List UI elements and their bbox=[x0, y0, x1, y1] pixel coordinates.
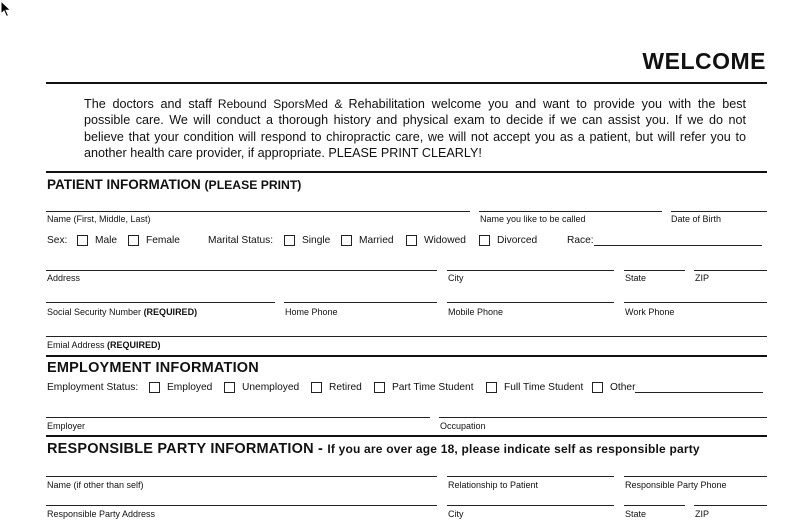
responsible-state-field[interactable] bbox=[624, 505, 685, 506]
sex-male-option[interactable]: Male bbox=[77, 235, 117, 246]
sex-label: Sex: bbox=[47, 235, 68, 246]
city-label: City bbox=[448, 273, 464, 283]
section-rule bbox=[46, 355, 767, 357]
ssn-field[interactable] bbox=[46, 302, 275, 303]
mobile-phone-label: Mobile Phone bbox=[448, 307, 504, 317]
checkbox-female[interactable] bbox=[128, 235, 139, 246]
checkbox-widowed[interactable] bbox=[406, 235, 417, 246]
zip-label: ZIP bbox=[695, 273, 710, 283]
work-phone-label: Work Phone bbox=[625, 307, 675, 317]
checkbox-divorced[interactable] bbox=[479, 235, 490, 246]
checkbox-full-time-student[interactable] bbox=[486, 382, 497, 393]
name-field[interactable] bbox=[46, 211, 470, 212]
marital-married-option[interactable]: Married bbox=[341, 235, 394, 246]
work-phone-field[interactable] bbox=[624, 302, 767, 303]
responsible-name-field[interactable] bbox=[46, 476, 437, 477]
employment-section-heading: EMPLOYMENT INFORMATION bbox=[47, 360, 259, 376]
occupation-label: Occupation bbox=[440, 421, 486, 431]
address-label: Address bbox=[47, 273, 81, 283]
responsible-address-field[interactable] bbox=[46, 505, 437, 506]
responsible-zip-field[interactable] bbox=[694, 505, 767, 506]
practice-name: Rebound SporsMed & bbox=[217, 97, 343, 111]
section-rule bbox=[46, 171, 767, 173]
patient-section-heading: PATIENT INFORMATION (PLEASE PRINT) bbox=[47, 177, 302, 192]
employment-part-time-option[interactable]: Part Time Student bbox=[374, 382, 474, 393]
checkbox-retired[interactable] bbox=[311, 382, 322, 393]
checkbox-employed[interactable] bbox=[149, 382, 160, 393]
dob-field[interactable] bbox=[671, 211, 767, 212]
responsible-zip-label: ZIP bbox=[695, 509, 710, 519]
email-label: Emial Address (REQUIRED) bbox=[47, 340, 161, 350]
checkbox-part-time-student[interactable] bbox=[374, 382, 385, 393]
employment-status-label: Employment Status: bbox=[47, 382, 139, 393]
employment-employed-option[interactable]: Employed bbox=[149, 382, 212, 393]
mobile-phone-field[interactable] bbox=[447, 302, 614, 303]
section-rule bbox=[46, 435, 767, 437]
city-field[interactable] bbox=[447, 270, 614, 271]
intro-paragraph: The doctors and staff Rebound SporsMed & Rehabilitation welcome you and want to provide you with the best possible care. We will conduct a thorough history and physical exam to decide if we can assist you. If we do not believe that your condition will respond to chiropractic care, we will not accept you as a patient, but will refer you to another health care provider, if appropriate. PLEASE PRINT CLEARLY! bbox=[84, 97, 746, 160]
preferred-name-label: Name you like to be called bbox=[480, 214, 586, 224]
sex-female-option[interactable]: Female bbox=[128, 235, 180, 246]
marital-divorced-option[interactable]: Divorced bbox=[479, 235, 537, 246]
responsible-state-label: State bbox=[625, 509, 647, 519]
marital-widowed-option[interactable]: Widowed bbox=[406, 235, 466, 246]
name-label: Name (First, Middle, Last) bbox=[47, 214, 151, 224]
employment-full-time-option[interactable]: Full Time Student bbox=[486, 382, 583, 393]
checkbox-married[interactable] bbox=[341, 235, 352, 246]
employment-unemployed-option[interactable]: Unemployed bbox=[224, 382, 299, 393]
race-field[interactable]: Race: bbox=[567, 235, 762, 246]
checkbox-unemployed[interactable] bbox=[224, 382, 235, 393]
responsible-city-field[interactable] bbox=[447, 505, 614, 506]
state-field[interactable] bbox=[624, 270, 685, 271]
checkbox-other[interactable] bbox=[592, 382, 603, 393]
marital-single-option[interactable]: Single bbox=[284, 235, 330, 246]
home-phone-label: Home Phone bbox=[285, 307, 338, 317]
checkbox-male[interactable] bbox=[77, 235, 88, 246]
employment-retired-option[interactable]: Retired bbox=[311, 382, 362, 393]
address-field[interactable] bbox=[46, 270, 437, 271]
home-phone-field[interactable] bbox=[284, 302, 437, 303]
state-label: State bbox=[625, 273, 647, 283]
mouse-cursor-icon bbox=[0, 0, 12, 18]
responsible-address-label: Responsible Party Address bbox=[47, 509, 156, 519]
page-title: WELCOME bbox=[642, 48, 766, 74]
relationship-label: Relationship to Patient bbox=[448, 480, 539, 490]
email-field[interactable] bbox=[46, 336, 767, 337]
employer-field[interactable] bbox=[46, 417, 430, 418]
zip-field[interactable] bbox=[694, 270, 767, 271]
responsible-phone-label: Responsible Party Phone bbox=[625, 480, 727, 490]
responsible-section-heading: RESPONSIBLE PARTY INFORMATION - If you are over age 18, please indicate self as responsible party bbox=[47, 441, 700, 457]
dob-label: Date of Birth bbox=[671, 214, 722, 224]
checkbox-single[interactable] bbox=[284, 235, 295, 246]
responsible-city-label: City bbox=[448, 509, 464, 519]
ssn-label: Social Security Number (REQUIRED) bbox=[47, 307, 198, 317]
relationship-field[interactable] bbox=[447, 476, 614, 477]
occupation-field[interactable] bbox=[439, 417, 767, 418]
preferred-name-field[interactable] bbox=[479, 211, 662, 212]
employment-other-option[interactable]: Other bbox=[592, 382, 763, 393]
marital-status-label: Marital Status: bbox=[208, 235, 274, 246]
title-rule bbox=[46, 82, 767, 84]
responsible-phone-field[interactable] bbox=[624, 476, 767, 477]
responsible-name-label: Name (if other than self) bbox=[47, 480, 144, 490]
employer-label: Employer bbox=[47, 421, 86, 431]
